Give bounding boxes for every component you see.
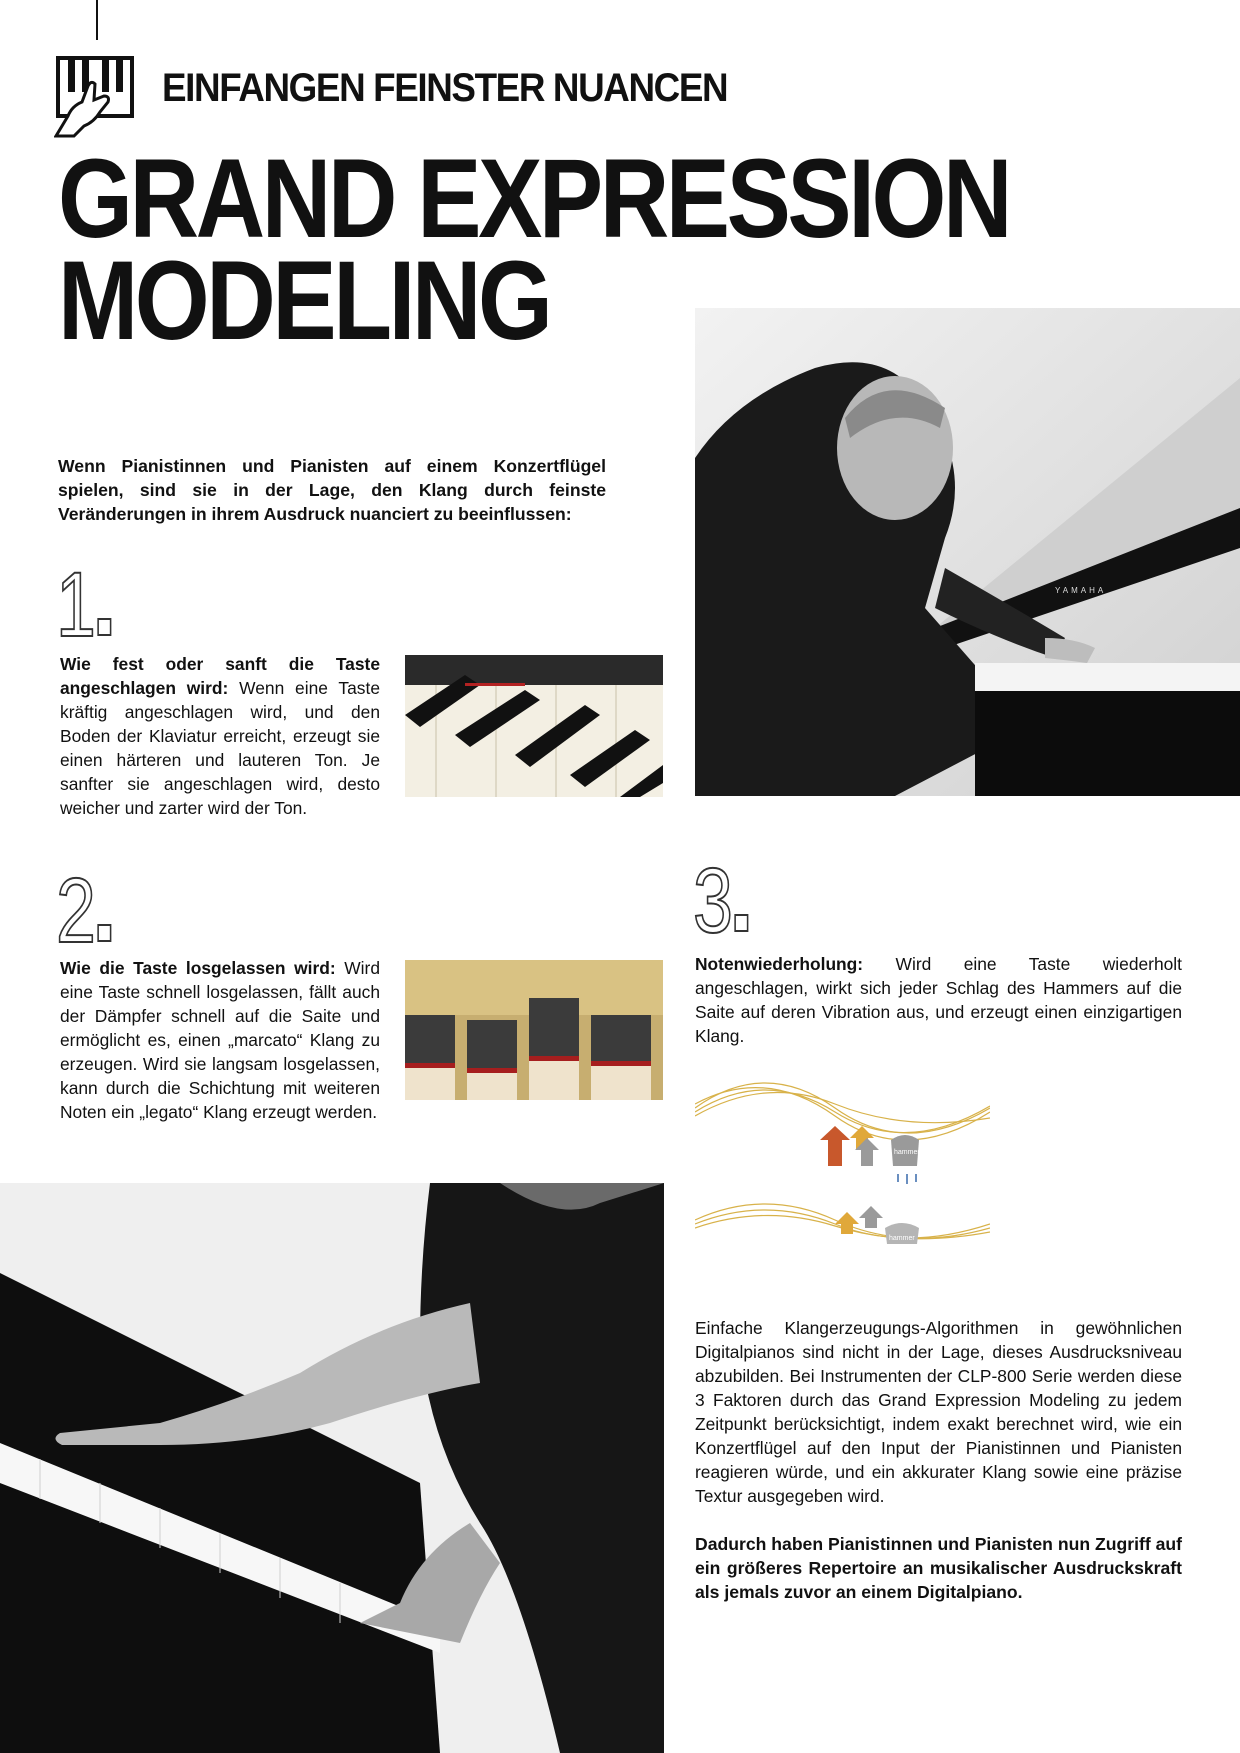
factor-3-dot <box>734 914 748 932</box>
hammer-label-1: hammer <box>894 1149 920 1156</box>
section-kicker: EINFANGEN FEINSTER NUANCEN <box>162 66 728 110</box>
factor-2-body: Wird eine Taste schnell losgelassen, fällt auch der Dämpfer schnell auf die Saite und ermöglicht es, einen „marcato“ Klang zu erzeugen. Wird sie langsam losgelassen, kann durch die Schichtung mit weiteren Noten ein „legato“ Klang erzeugt werden. <box>60 958 380 1122</box>
arrows-top <box>820 1126 879 1166</box>
closing-text: Einfache Klangerzeugungs-Algorithmen in gewöhnlichen Digitalpianos sind nicht in der Lage, dieses Ausdrucksniveau abzubilden. Bei Instrumenten der CLP-800 Serie werden diese 3 Faktoren durch das Grand Expression Modeling zu jedem Zeitpunkt berücksichtigt, indem exakt berechnet wird, wie ein Konzertflügel auf den Input der Pianistinnen und Pianisten reagieren würde, und ein akkurater Klang sowie eine präzise Textur ausgegeben wird. <box>695 1318 1182 1506</box>
factor-2-dot <box>97 924 111 942</box>
intro-text: Wenn Pianistinnen und Pianisten auf einem Konzertflügel spielen, sind sie in der Lage, den Klang durch feinste Veränderungen in ihrem Ausdruck nuanciert zu beeinflussen: <box>58 456 606 524</box>
hands-photo <box>0 1183 664 1753</box>
factor-3-digit: 3 <box>693 850 733 952</box>
factor-1-dot <box>97 618 111 636</box>
title-line-2: MODELING <box>58 238 550 363</box>
title-line-1: GRAND EXPRESSION <box>58 136 1010 261</box>
hammer-label-2: hammer <box>889 1235 915 1242</box>
factor-number-3 <box>693 850 749 952</box>
factor-3-heading: Notenwiederholung: <box>695 954 864 974</box>
factor-2-heading: Wie die Taste losgelassen wird: <box>60 958 336 978</box>
hammer-diagram <box>695 1068 990 1268</box>
factor-1-body: Wenn eine Taste kräftig angeschlagen wird, und den Boden der Klaviatur erreicht, erzeugt sie einen härteren und lauteren Ton. Je sanfter sie angeschlagen wird, desto weicher und zarter wird der Ton. <box>60 678 380 818</box>
factor-2-digit: 2 <box>56 860 96 962</box>
factor-3-text <box>695 952 1182 1048</box>
pianist-photo <box>695 308 1240 796</box>
factor-1-heading: Wie fest oder sanft die Taste angeschlagen wird: <box>60 654 380 698</box>
dampers-photo <box>405 960 663 1100</box>
factor-2-text <box>60 956 380 1124</box>
keys-photo <box>405 655 663 797</box>
top-rule <box>96 0 98 40</box>
piano-brand: YAMAHA <box>1055 586 1107 595</box>
piano-hand-icon <box>54 56 136 138</box>
factor-number-1 <box>56 554 112 656</box>
factor-1-digit: 1 <box>56 554 96 656</box>
factor-3-body: Wird eine Taste wiederholt angeschlagen, wirkt sich jeder Schlag des Hammers auf die Saite auf deren Vibration aus, und erzeugt einen einzigartigen Klang. <box>695 954 1182 1046</box>
factor-1-text <box>60 652 380 820</box>
closing-emphasis: Dadurch haben Pianistinnen und Pianisten nun Zugriff auf ein größeres Repertoire an musikalischer Ausdruckskraft als jemals zuvor an einem Digitalpiano. <box>695 1534 1182 1602</box>
factor-number-2 <box>56 860 112 962</box>
